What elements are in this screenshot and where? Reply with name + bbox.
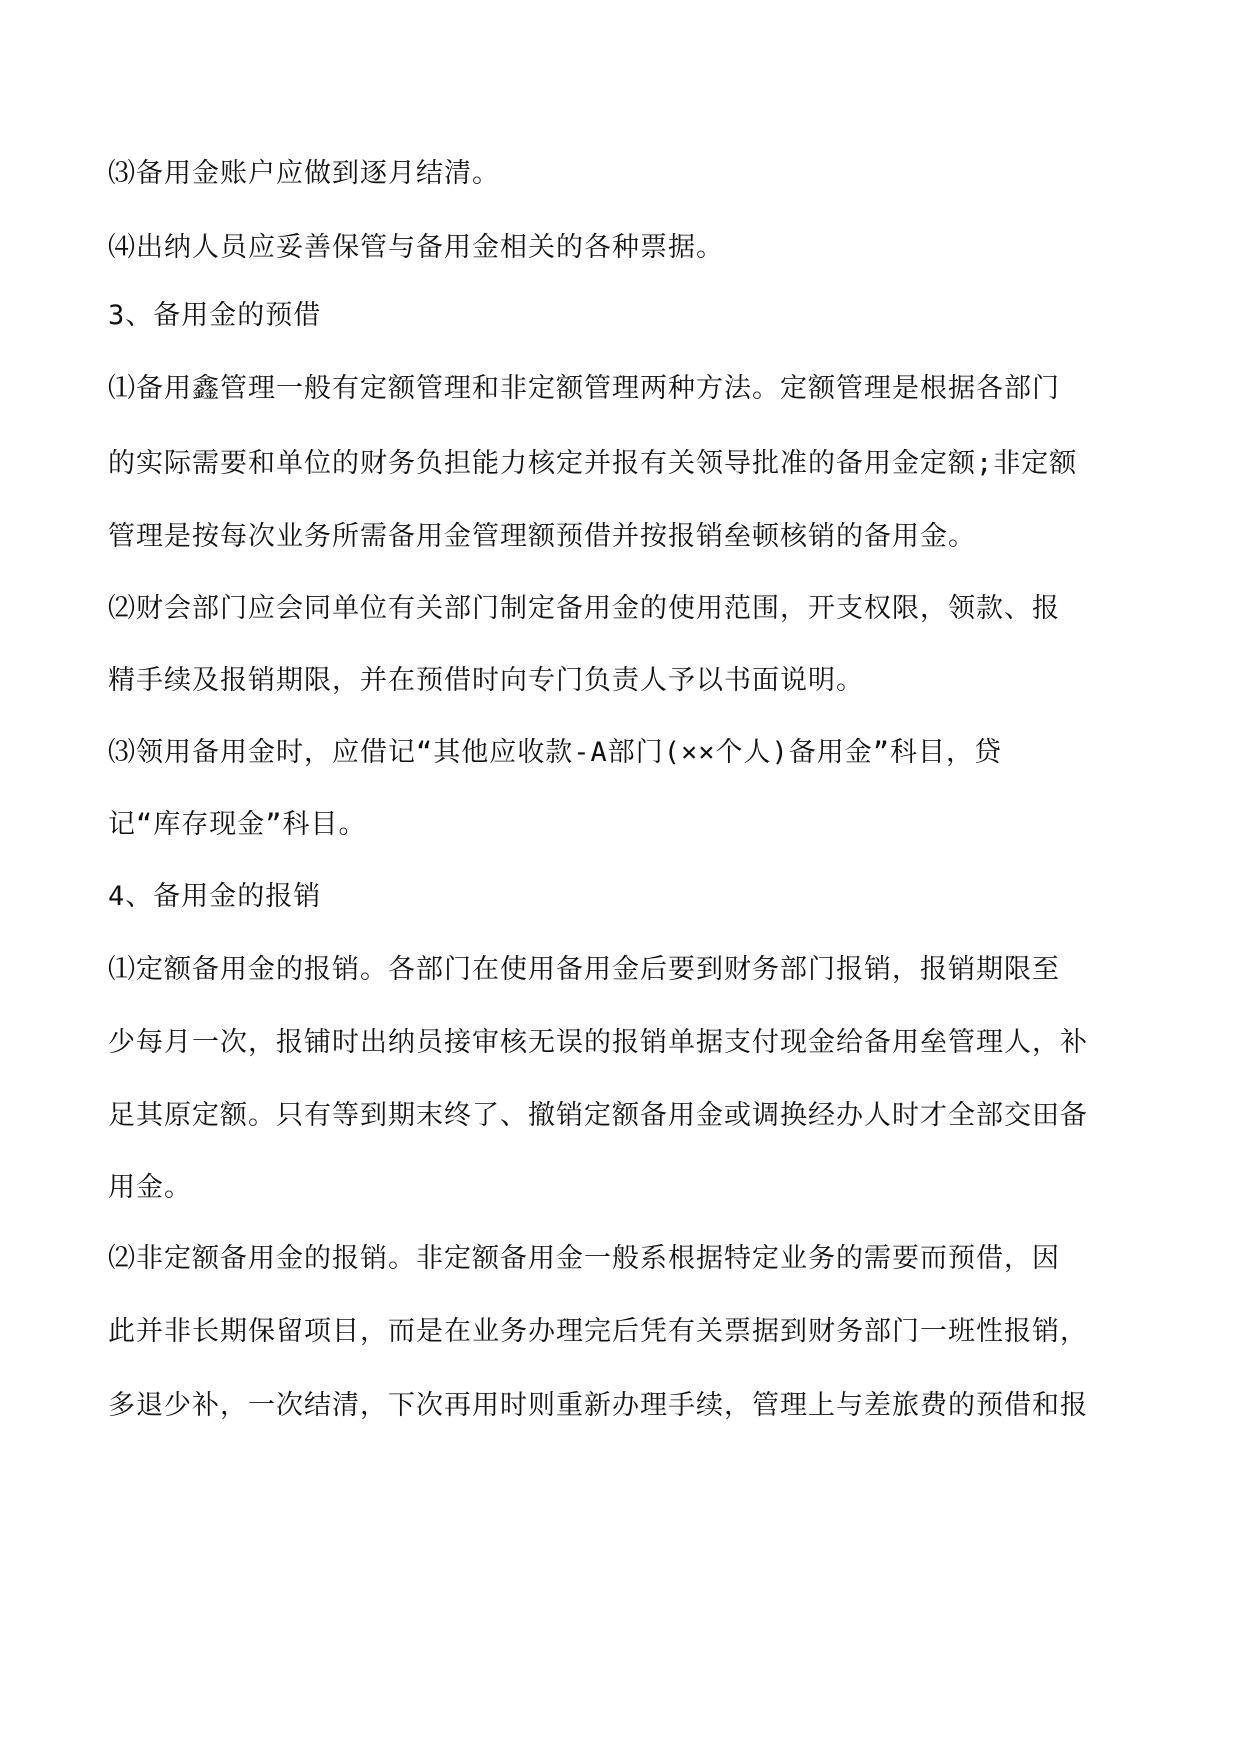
text-line: 此并非长期保留项目，而是在业务办理完后凭有关票据到财务部门一班性报销， [108, 1316, 1088, 1347]
text-line: 的实际需要和单位的财务负担能力核定并报有关领导批准的备用金定额;非定额 [108, 448, 1078, 479]
text-line: ⑷出纳人员应妥善保管与备用金相关的各种票据。 [108, 232, 724, 263]
text-line: 用金。 [108, 1172, 192, 1203]
text-line: 足其原定额。只有等到期末终了、撤销定额备用金或调换经办人时才全部交田备 [108, 1100, 1088, 1131]
text-line: 记“库存现金”科目。 [108, 809, 367, 840]
section-heading: 4、备用金的报销 [108, 881, 322, 912]
text-line: 管理是按每次业务所需备用金管理额预借并按报销垒顿核销的备用金。 [108, 521, 976, 552]
text-line: 多退少补，一次结清，下次再用时则重新办理手续，管理上与差旅费的预借和报 [108, 1390, 1088, 1421]
text-line: 精手续及报销期限，并在预借时向专门负责人予以书面说明。 [108, 665, 864, 696]
text-line: ⑵非定额备用金的报销。非定额备用金一般系根据特定业务的需要而预借，因 [108, 1243, 1060, 1274]
text-line: ⑴定额备用金的报销。各部门在使用备用金后要到财务部门报销，报销期限至 [108, 954, 1060, 985]
text-line: 少每月一次，报铺时出纳员接审核无误的报销单据支付现金给备用垒管理人，补 [108, 1027, 1088, 1058]
text-line: ⑶备用金账户应做到逐月结清。 [108, 158, 500, 189]
text-line: ⑶领用备用金时，应借记“其他应收款-A部门(××个人)备用金”科目，贷 [108, 737, 1003, 768]
text-line: ⑵财会部门应会同单位有关部门制定备用金的使用范围，开支权限，领款、报 [108, 593, 1060, 624]
text-line: ⑴备用鑫管理一般有定额管理和非定额管理两种方法。定额管理是根据各部门 [108, 373, 1060, 404]
section-heading: 3、备用金的预借 [108, 300, 322, 331]
